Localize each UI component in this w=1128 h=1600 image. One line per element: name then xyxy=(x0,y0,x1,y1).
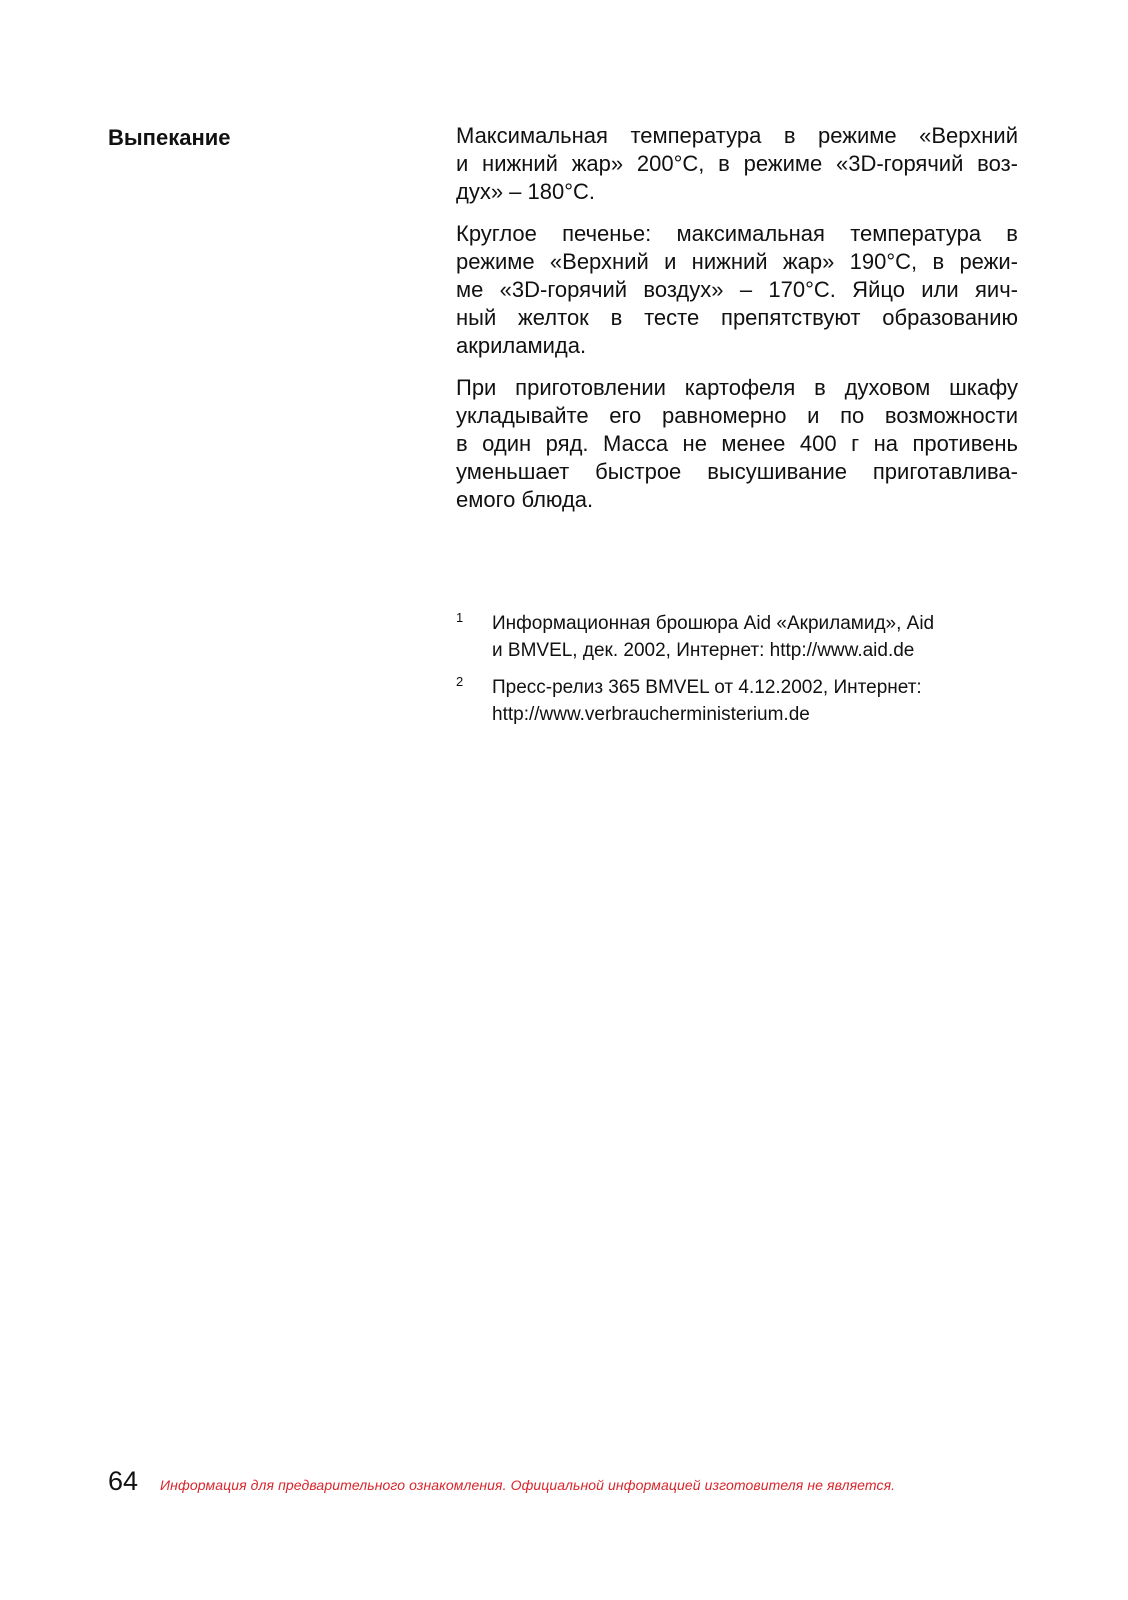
page-number: 64 xyxy=(108,1466,139,1496)
footnote-2 xyxy=(456,674,1018,728)
footnote-line: Пресс-релиз 365 BMVEL от 4.12.2002, Интернет: xyxy=(492,677,922,698)
text-line: акриламида. xyxy=(456,333,587,358)
footnote-line: http://www.verbraucherministerium.de xyxy=(492,704,810,725)
section-heading: Выпекание xyxy=(108,125,231,150)
paragraph-cookies xyxy=(456,220,1018,360)
text-line: режиме «Верхний и нижний жар» 190°С, в режи- xyxy=(456,249,1018,274)
text-line: дух» – 180°С. xyxy=(456,179,596,204)
text-line: укладывайте его равномерно и по возможности xyxy=(456,403,1018,428)
body-text-column xyxy=(456,122,1018,528)
text-line: в один ряд. Масса не менее 400 г на противень xyxy=(456,431,1018,456)
text-line: При приготовлении картофеля в духовом шкафу xyxy=(456,375,1018,400)
paragraph-potatoes xyxy=(456,374,1018,514)
footnote-line: и BMVEL, дек. 2002, Интернет: http://www.aid.de xyxy=(492,640,915,661)
paragraph-max-temperature xyxy=(456,122,1018,206)
footnote-1 xyxy=(456,610,1018,664)
text-line: уменьшает быстрое высушивание приготавлива- xyxy=(456,459,1018,484)
footnote-mark: 2 xyxy=(456,674,464,689)
page-footer xyxy=(108,1466,1020,1497)
footnote-mark: 1 xyxy=(456,610,464,625)
text-line: емого блюда. xyxy=(456,487,594,512)
text-line: ме «3D-горячий воздух» – 170°С. Яйцо или яич- xyxy=(456,277,1018,302)
text-line: Круглое печенье: максимальная температура в xyxy=(456,221,1018,246)
footnotes xyxy=(456,610,1018,738)
text-line: ный желток в тесте препятствуют образованию xyxy=(456,305,1018,330)
text-line: и нижний жар» 200°С, в режиме «3D-горячий воз- xyxy=(456,151,1018,176)
text-line: Максимальная температура в режиме «Верхний xyxy=(456,123,1018,148)
footnote-line: Информационная брошюра Aid «Акриламид», Aid xyxy=(492,613,935,634)
disclaimer-text: Информация для предварительного ознакомления. Официальной информацией изготовителя не является. xyxy=(160,1477,896,1493)
